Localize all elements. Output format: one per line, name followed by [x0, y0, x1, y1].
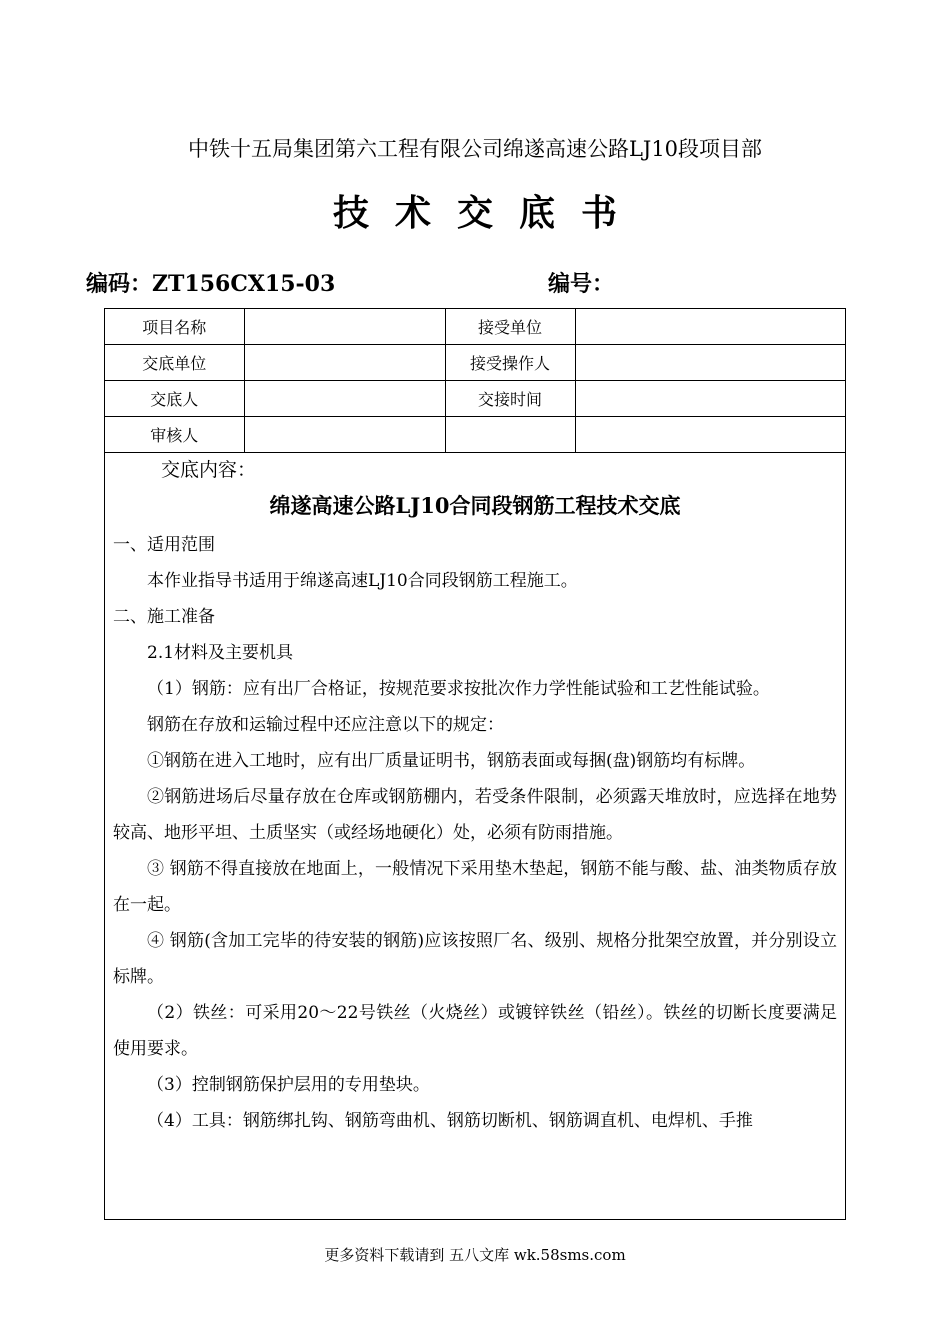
table-cell	[244, 381, 445, 417]
paragraph: （2）铁丝：可采用20～22号铁丝（火烧丝）或镀锌铁丝（铅丝）。铁丝的切断长度要满足使用要求。	[113, 1003, 837, 1059]
paragraph: ③ 钢筋不得直接放在地面上，一般情况下采用垫木垫起，钢筋不能与酸、盐、油类物质存放在一起。	[113, 859, 837, 915]
table-cell: 接受操作人	[445, 345, 575, 381]
footer-note: 更多资料下载请到 五八文库 wk.58sms.com	[324, 1246, 626, 1264]
table-cell: 审核人	[105, 417, 244, 453]
table-cell: 接受单位	[445, 309, 575, 345]
paragraph: 钢筋在存放和运输过程中还应注意以下的规定：	[147, 715, 504, 735]
table-row	[105, 381, 845, 417]
table-cell: 交底单位	[105, 345, 244, 381]
content-section	[105, 455, 845, 1139]
paragraph: 本作业指导书适用于绵遂高速LJ10合同段钢筋工程施工。	[147, 571, 578, 591]
content-title: 绵遂高速公路LJ10合同段钢筋工程技术交底	[269, 493, 681, 518]
number-label: 编号：	[548, 271, 615, 297]
paragraph: ②钢筋进场后尽量存放在仓库或钢筋棚内，若受条件限制，必须露天堆放时，应选择在地势较高、地形平坦、土质坚实（或经场地硬化）处，必须有防雨措施。	[113, 787, 837, 843]
document-title: 技术交底书	[332, 192, 643, 234]
document-frame	[104, 308, 846, 1220]
paragraph: ①钢筋在进入工地时，应有出厂质量证明书，钢筋表面或每捆(盘)钢筋均有标牌。	[147, 751, 756, 771]
paragraph: 二、施工准备	[113, 607, 215, 627]
paragraph: 一、适用范围	[113, 535, 215, 555]
paragraph: （4）工具：钢筋绑扎钩、钢筋弯曲机、钢筋切断机、钢筋调直机、电焊机、手推	[147, 1111, 753, 1131]
paragraph: ④ 钢筋(含加工完毕的待安装的钢筋)应该按照厂名、级别、规格分批架空放置，并分别设立标牌。	[113, 931, 837, 987]
organization-title: 中铁十五局集团第六工程有限公司绵遂高速公路LJ10段项目部	[187, 137, 763, 161]
table-cell	[575, 417, 845, 453]
paragraph: （3）控制钢筋保护层用的专用垫块。	[147, 1075, 430, 1095]
info-table	[105, 309, 845, 453]
paragraph: （1）钢筋：应有出厂合格证，按规范要求按批次作力学性能试验和工艺性能试验。	[147, 679, 770, 699]
table-cell	[575, 345, 845, 381]
table-row	[105, 345, 845, 381]
table-cell: 项目名称	[105, 309, 244, 345]
table-cell	[244, 345, 445, 381]
table-cell: 交底人	[105, 381, 244, 417]
content-paragraphs	[113, 527, 837, 1139]
table-cell: 交接时间	[445, 381, 575, 417]
table-row	[105, 309, 845, 345]
table-row	[105, 417, 845, 453]
table-cell	[445, 417, 575, 453]
table-cell	[244, 417, 445, 453]
code-label: 编码：ZT156CX15-03	[86, 271, 336, 297]
table-cell	[575, 309, 845, 345]
table-cell	[244, 309, 445, 345]
table-cell	[575, 381, 845, 417]
paragraph: 2.1材料及主要机具	[147, 643, 294, 663]
content-label: 交底内容：	[161, 459, 257, 481]
